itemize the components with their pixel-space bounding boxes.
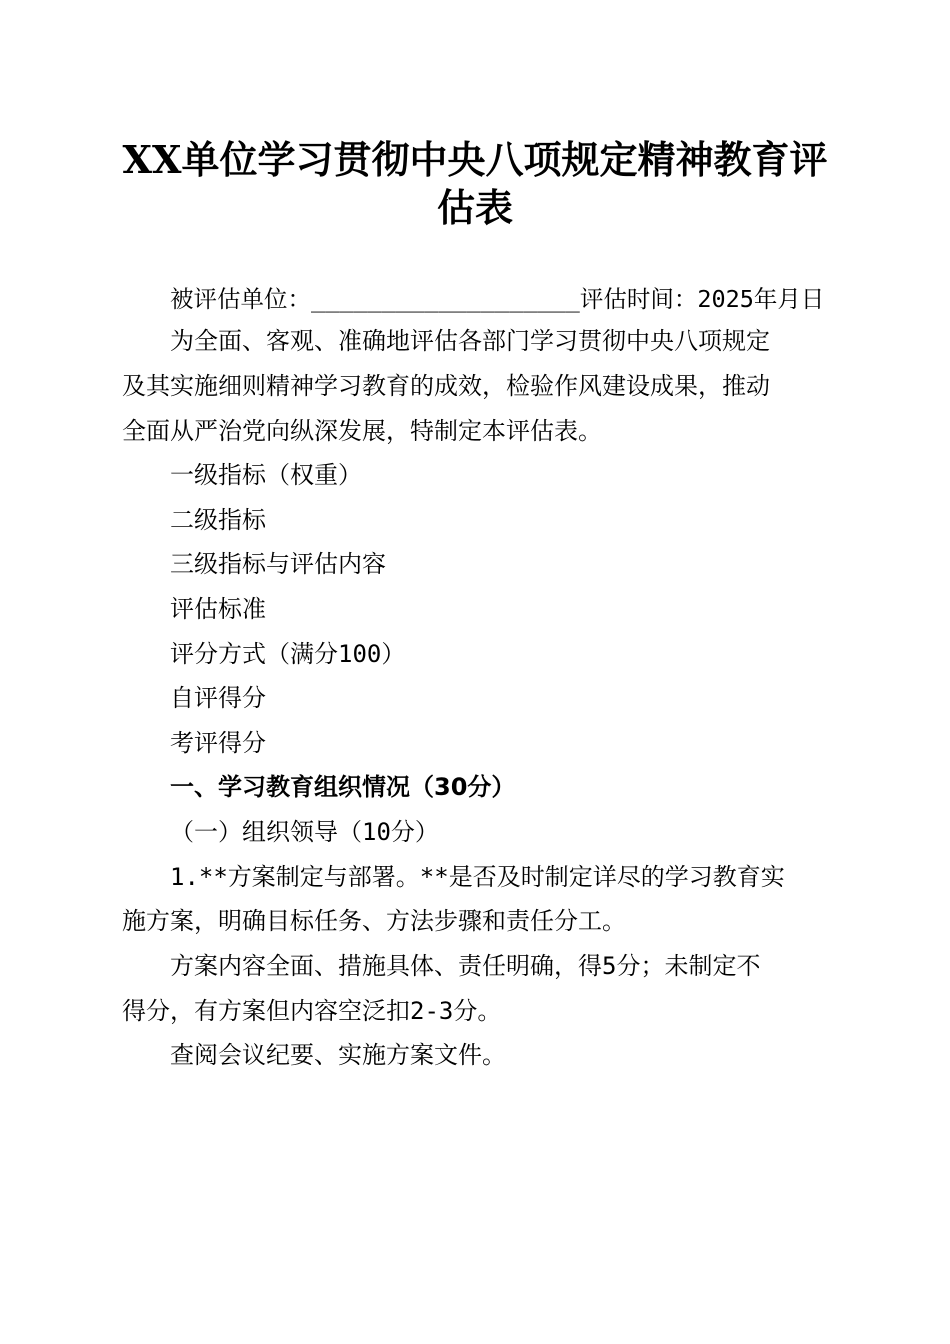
item-1-line-2: 施方案，明确目标任务、方法步骤和责任分工。 bbox=[122, 907, 626, 935]
standard-1-line-2: 得分，有方案但内容空泛扣2-3分。 bbox=[122, 997, 502, 1025]
header-review-score: 考评得分 bbox=[170, 729, 266, 757]
intro-line-3: 全面从严治党向纵深发展，特制定本评估表。 bbox=[122, 417, 602, 445]
section-heading-1: 一、学习教育组织情况（30分） bbox=[170, 773, 516, 801]
standard-1-line-1: 方案内容全面、措施具体、责任明确，得5分；未制定不 bbox=[170, 952, 761, 980]
item-1-line-1: 1.**方案制定与部署。**是否及时制定详尽的学习教育实 bbox=[170, 863, 785, 891]
method-1: 查阅会议纪要、实施方案文件。 bbox=[170, 1041, 506, 1069]
header-standard: 评估标准 bbox=[170, 595, 266, 623]
meta-line: 被评估单位：___________________评估时间：2025年月日 bbox=[170, 285, 825, 313]
header-level2: 二级指标 bbox=[170, 506, 266, 534]
intro-line-1: 为全面、客观、准确地评估各部门学习贯彻中央八项规定 bbox=[170, 327, 770, 355]
header-self-score: 自评得分 bbox=[170, 684, 266, 712]
document-title: XX单位学习贯彻中央八项规定精神教育评估表 bbox=[122, 137, 828, 230]
header-scoring: 评分方式（满分100） bbox=[170, 640, 406, 668]
header-level3: 三级指标与评估内容 bbox=[170, 550, 386, 578]
subsection-heading-1: （一）组织领导（10分） bbox=[170, 818, 439, 846]
intro-line-2: 及其实施细则精神学习教育的成效，检验作风建设成果，推动 bbox=[122, 372, 770, 400]
header-level1: 一级指标（权重） bbox=[170, 461, 362, 489]
